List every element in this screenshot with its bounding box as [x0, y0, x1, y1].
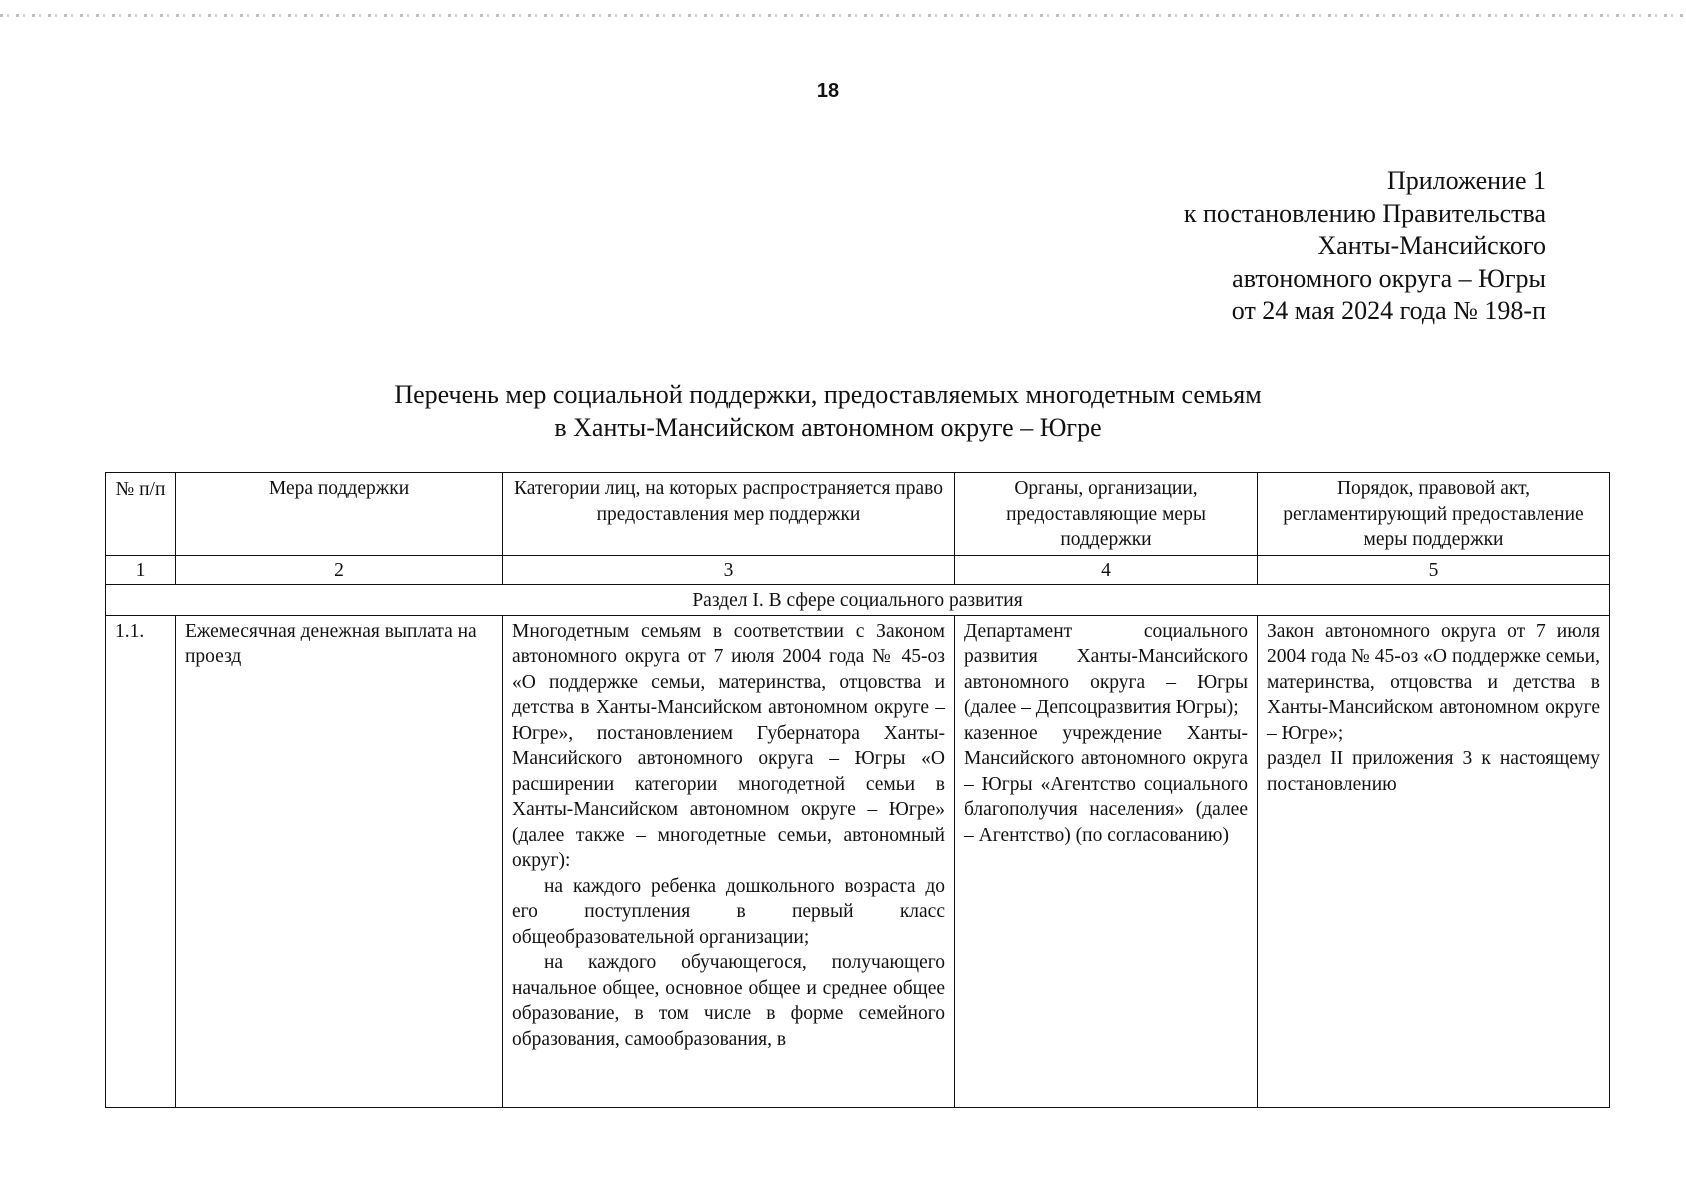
row-number: 1.1.: [106, 615, 176, 1107]
header-measure: Мера поддержки: [176, 473, 503, 556]
header-number: № п/п: [106, 473, 176, 556]
row-organizations: [955, 615, 1258, 1107]
column-number: 1: [106, 555, 176, 584]
header-row: [106, 473, 1610, 556]
title-line-1: Перечень мер социальной поддержки, предоставляемых многодетным семьям: [394, 380, 1262, 409]
categories-paragraph: на каждого обучающегося, получающего начальное общее, основное общее и среднее общее образование, в том числе в форме семейного образования, самообразования, в: [512, 952, 945, 1050]
row-measure: Ежемесячная денежная выплата на проезд: [176, 615, 503, 1107]
appendix-line: Приложение 1: [1386, 166, 1546, 195]
support-measures-table: [105, 472, 1610, 1108]
row-categories: [503, 615, 955, 1107]
appendix-line: автономного округа – Югры: [1232, 263, 1546, 293]
page-number: 18: [816, 80, 840, 102]
categories-paragraph: Многодетным семьям в соответствии с Законом автономного округа от 7 июля 2004 года № 45-оз «О поддержке семьи, материнства, отцовства и детства в Ханты-Мансийском автономном округе – Югре», постановлением Губернатора Ханты-Мансийского автономного округа – Югры «О расширении категории многодетной семьи в Ханты-Мансийском автономном округе – Югре» (далее также – многодетные семьи, автономный округ):: [512, 620, 945, 871]
appendix-block: [946, 165, 1546, 328]
column-number: 3: [503, 555, 955, 584]
column-number: 5: [1258, 555, 1610, 584]
appendix-line: к постановлению Правительства: [1183, 198, 1546, 228]
header-categories: Категории лиц, на которых распространяется право предоставления мер поддержки: [503, 473, 955, 556]
column-number: 2: [176, 555, 503, 584]
organizations-paragraph: казенное учреждение Ханты-Мансийского автономного округа – Югры «Агентство социального благополучия населения» (далее – Агентство) (по согласованию): [964, 722, 1248, 846]
legal-act-paragraph: Закон автономного округа от 7 июля 2004 года № 45-оз «О поддержке семьи, материнства, отцовства и детства в Ханты-Мансийском автономном округе – Югре»;: [1267, 620, 1600, 744]
column-number: 4: [955, 555, 1258, 584]
column-number-row: [106, 555, 1610, 584]
row-legal-act: [1258, 615, 1610, 1107]
section-title: Раздел I. В сфере социального развития: [106, 584, 1610, 615]
section-row: [106, 584, 1610, 615]
header-organizations: Органы, организации, предоставляющие меры поддержки: [955, 473, 1258, 556]
table-row: [106, 615, 1610, 1107]
categories-paragraph: на каждого ребенка дошкольного возраста до его поступления в первый класс общеобразовательной организации;: [512, 875, 945, 948]
title-line-2: в Ханты-Мансийском автономном округе – Югре: [554, 413, 1102, 442]
organizations-paragraph: Департамент социального развития Ханты-Мансийского автономного округа – Югры (далее – Депсоцразвития Югры);: [964, 620, 1248, 718]
appendix-line: Ханты-Мансийского: [1317, 231, 1546, 260]
document-title: [0, 378, 1656, 444]
legal-act-paragraph: раздел II приложения 3 к настоящему постановлению: [1267, 748, 1600, 795]
appendix-line: от 24 мая 2024 года № 198-п: [1231, 296, 1546, 325]
header-legal-act: Порядок, правовой акт, регламентирующий предоставление меры поддержки: [1258, 473, 1610, 556]
scan-edge-noise: [0, 14, 1686, 17]
